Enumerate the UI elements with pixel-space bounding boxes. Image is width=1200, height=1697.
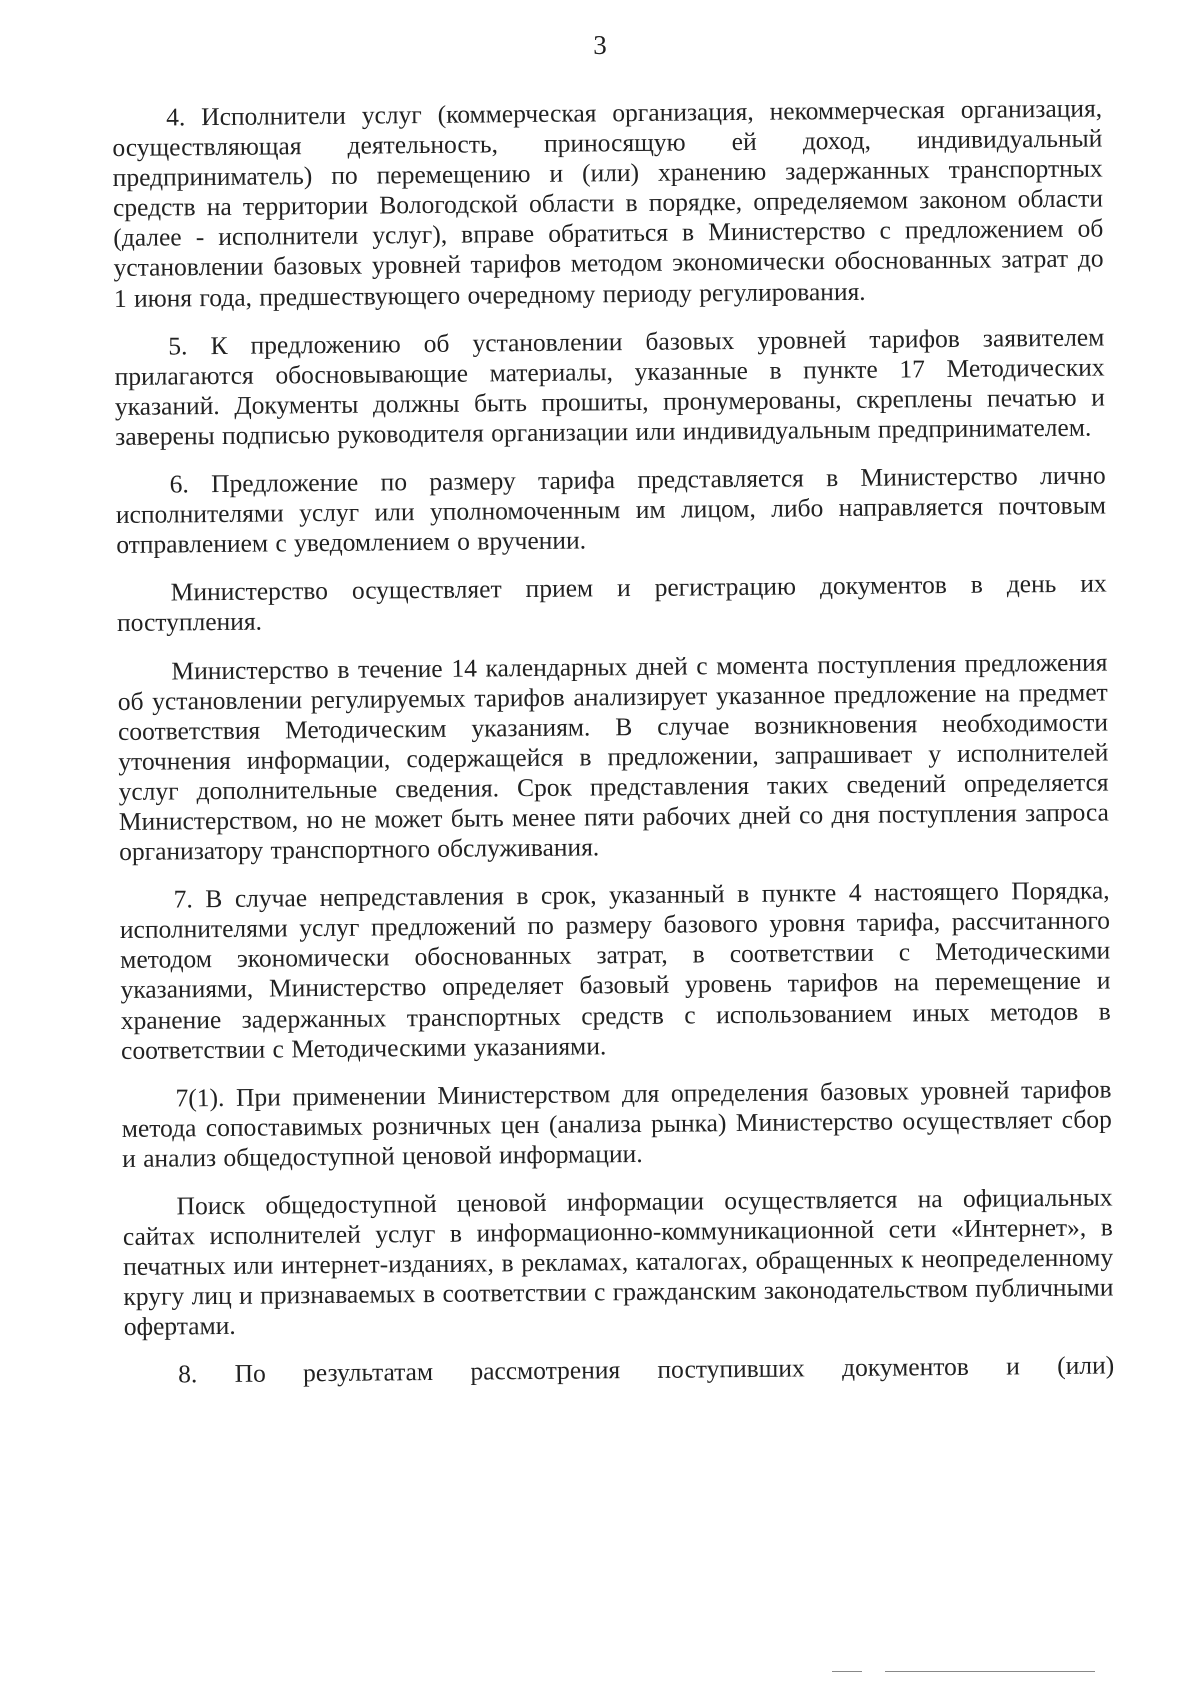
paragraph-item-7: 7. В случае непредставления в срок, указанный в пункте 4 настоящего Порядка, исполнителями услуг предложений по размеру базового уровня тарифа, рассчитанного методом экономически обоснованных затрат, в соответствии с Методическими указаниями, Министерство определяет базовый уровень тарифов на перемещение и хранение задержанных транспортных средств с использованием иных методов в соответствии с Методическими указаниями. — [119, 875, 1111, 1065]
paragraph-registration: Министерство осуществляет прием и регистрацию документов в день их поступления. — [116, 568, 1107, 638]
paragraph-analysis: Министерство в течение 14 календарных дней с момента поступления предложения об установлении регулируемых тарифов анализирует указанное предложение на предмет соответствия Методическим указаниям. В случае возникновения необходимости уточнения информации, содержащейся в предложении, запрашивает у исполнителей услуг дополнительные сведения. Срок представления таких сведений определяется Министерством, но не может быть менее пяти рабочих дней со дня поступления запроса организатору транспортного обслуживания. — [117, 646, 1109, 867]
document-body — [112, 93, 1114, 1408]
footer-mark-short — [832, 1671, 862, 1672]
paragraph-item-5: 5. К предложению об установлении базовых уровней тарифов заявителем прилагаются обосновывающие материалы, указанные в пункте 17 Методических указаний. Документы должны быть прошиты, пронумерованы, скреплены печатью и заверены подписью руководителя организации или индивидуальным предпринимателем. — [114, 322, 1106, 451]
page-number: 3 — [593, 30, 607, 60]
paragraph-price-search: Поиск общедоступной ценовой информации осуществляется на официальных сайтах исполнителей услуг в информационно-коммуникационной сети «Интернет», в печатных или интернет-изданиях, в рекламах, каталогах, обращенных к неопределенному кругу лиц и признаваемых в соответствии с гражданским законодательством публичными офертами. — [122, 1182, 1114, 1342]
paragraph-item-4: 4. Исполнители услуг (коммерческая организация, некоммерческая организация, осуществляющая деятельность, приносящую ей доход, индивидуальный предприниматель) по перемещению и (или) хранению задержанных транспортных средств на территории Вологодской области в порядке, определяемом законом области (далее - исполнители услуг), вправе обратиться в Министерство с предложением об установлении базовых уровней тарифов методом экономически обоснованных затрат до 1 июня года, предшествующего очередному периоду регулирования. — [112, 93, 1104, 313]
paragraph-item-8: 8. По результатам рассмотрения поступивших документов и (или) — [178, 1350, 1115, 1389]
paragraph-item-7-1: 7(1). При применении Министерством для определения базовых уровней тарифов метода сопоставимых розничных цен (анализа рынка) Министерство осуществляет сбор и анализ общедоступной ценовой информации. — [121, 1074, 1112, 1173]
paragraph-item-6: 6. Предложение по размеру тарифа представляется в Министерство лично исполнителями услуг или уполномоченным им лицом, либо направляется почтовым отправлением с уведомлением о вручении. — [115, 460, 1107, 560]
footer-mark-long — [885, 1671, 1095, 1672]
